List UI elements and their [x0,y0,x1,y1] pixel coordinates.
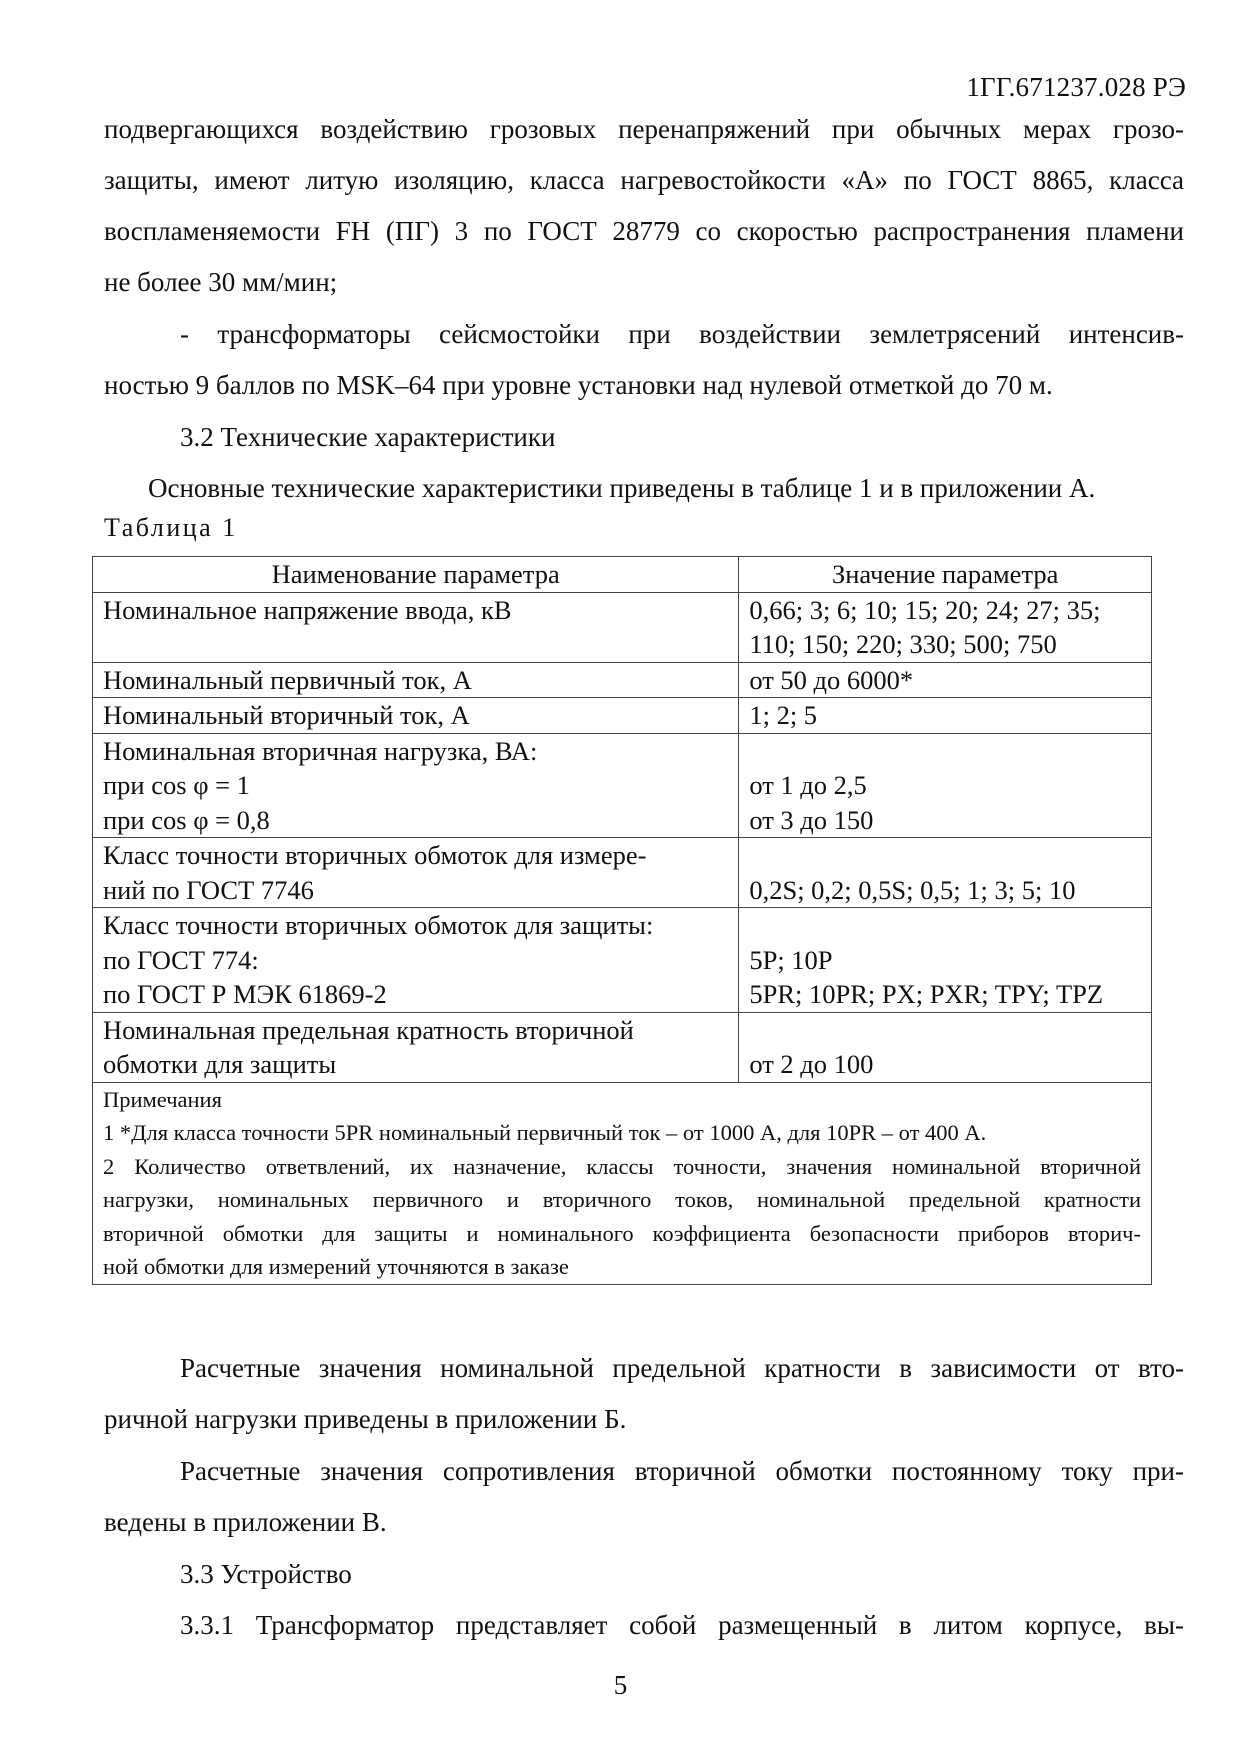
param-value-cell [739,1012,1152,1082]
cell-text: при cos φ = 1 [103,770,250,800]
table-row [93,908,1152,1013]
note-1: 1 *Для класса точности 5PR номинальный первичный ток – от 1000 А, для 10PR – от 400 А. [103,1120,987,1145]
paragraph-appendix-v [104,1446,1184,1548]
document-code: 1ГГ.671237.028 РЭ [966,72,1186,102]
header-param-value: Значение параметра [739,557,1152,593]
text-line: ведены в приложении В. [104,1507,387,1537]
cell-spacer [749,1013,1141,1048]
cell-text: 1; 2; 5 [749,700,818,730]
cell-spacer [749,734,1141,769]
param-name-cell [93,1012,739,1082]
cell-text: 0,2S; 0,2; 0,5S; 0,5; 1; 3; 5; 10 [749,874,1076,905]
text-line: Основные технические характеристики приведены в таблице 1 и в приложении А. [148,473,1096,503]
cell-text: Номинальный первичный ток, А [103,664,472,695]
cell-spacer [103,627,728,662]
table-row [93,698,1152,734]
note-2-line: нагрузки, номинальных первичного и вторичного токов, номинальной предельной кратности [103,1187,1141,1212]
param-name-cell [93,592,739,662]
header-param-name: Наименование параметра [93,557,739,593]
cell-text: 5PR; 10PR; PX; PXR; TPY; TPZ [749,979,1104,1009]
param-name-cell [93,838,739,908]
paragraph-3-3-1 [104,1600,1184,1651]
cell-text: при cos φ = 0,8 [103,804,270,835]
param-value-cell [739,662,1152,698]
table-notes-row [93,1082,1152,1284]
text-line: ностью 9 баллов по MSK–64 при уровне установки над нулевой отметкой до 70 м. [104,370,1053,400]
text-line: воспламеняемости FH (ПГ) 3 по ГОСТ 28779 со скоростью распространения пламени [104,216,1184,246]
param-value-cell [739,733,1152,838]
paragraph-seismic [104,309,1184,411]
section-heading-3-3 [104,1549,1184,1600]
heading-text: 3.2 Технические характеристики [180,422,556,452]
paragraph-specs-intro [104,463,1184,514]
text-line: подвергающихся воздействию грозовых перенапряжений при обычных мерах грозо- [104,114,1184,144]
cell-text: Номинальная предельная кратность вторичной [103,1014,634,1045]
param-name-cell [93,662,739,698]
heading-text: 3.3 Устройство [180,1559,352,1589]
param-value-cell [739,908,1152,1013]
spec-table [92,556,1152,1285]
text-line: 3.3.1 Трансформатор представляет собой размещенный в литом корпусе, вы- [180,1610,1184,1640]
cell-text: от 3 до 150 [749,804,874,835]
cell-text: Класс точности вторичных обмоток для измере- [103,840,647,870]
param-name-cell [93,908,739,1013]
cell-text: от 1 до 2,5 [749,770,867,800]
text-line: Расчетные значения сопротивления вторичной обмотки постоянному току при- [180,1456,1184,1486]
cell-text: от 50 до 6000* [749,664,914,695]
cell-text: по ГОСТ Р МЭК 61869-2 [103,979,387,1009]
cell-text: по ГОСТ 774: [103,944,259,975]
cell-text: Номинальная вторичная нагрузка, ВА: [103,735,538,766]
cell-text: 110; 150; 220; 330; 500; 750 [749,629,1057,659]
table-row [93,662,1152,698]
text-line: защиты, имеют литую изоляцию, класса нагревостойкости «А» по ГОСТ 8865, класса [104,165,1184,195]
table-caption: Таблица 1 [104,513,238,542]
param-value-cell [739,592,1152,662]
text-line: не более 30 мм/мин; [104,267,338,297]
cell-text: от 2 до 100 [749,1049,874,1079]
note-2-line: ной обмотки для измерений уточняются в заказе [103,1254,569,1279]
param-name-cell [93,733,739,838]
cell-text: Номинальный вторичный ток, А [103,700,470,730]
text-line: - трансформаторы сейсмостойки при воздействии землетрясений интенсив- [180,319,1184,349]
cell-text: обмотки для защиты [103,1049,337,1079]
param-name-cell [93,698,739,734]
cell-text: 5P; 10P [749,944,833,975]
table-row [93,1012,1152,1082]
text-line: ричной нагрузки приведены в приложении Б. [104,1404,627,1434]
text-line: Расчетные значения номинальной предельной кратности в зависимости от вто- [180,1353,1184,1383]
section-heading-3-2 [104,412,1184,463]
table-row [93,733,1152,838]
paragraph-insulation [104,104,1184,308]
cell-spacer [749,838,1141,873]
page-number: 5 [613,1670,628,1700]
table-row [93,838,1152,908]
cell-text: 0,66; 3; 6; 10; 15; 20; 24; 27; 35; [749,594,1101,625]
cell-text: Класс точности вторичных обмоток для защиты: [103,910,654,940]
cell-text: Номинальное напряжение ввода, кВ [103,594,512,625]
cell-text: ний по ГОСТ 7746 [103,874,314,905]
paragraph-appendix-b [104,1343,1184,1445]
note-2-line: 2 Количество ответвлений, их назначение, классы точности, значения номинальной вторичной [103,1153,1141,1179]
param-value-cell [739,698,1152,734]
notes-title: Примечания [103,1086,222,1112]
table-header-row [93,557,1152,593]
note-2-line: вторичной обмотки для защиты и номинального коэффициента безопасности приборов вторич- [103,1220,1141,1246]
table-notes [93,1082,1152,1284]
cell-spacer [749,908,1141,943]
table-row [93,592,1152,662]
param-value-cell [739,838,1152,908]
